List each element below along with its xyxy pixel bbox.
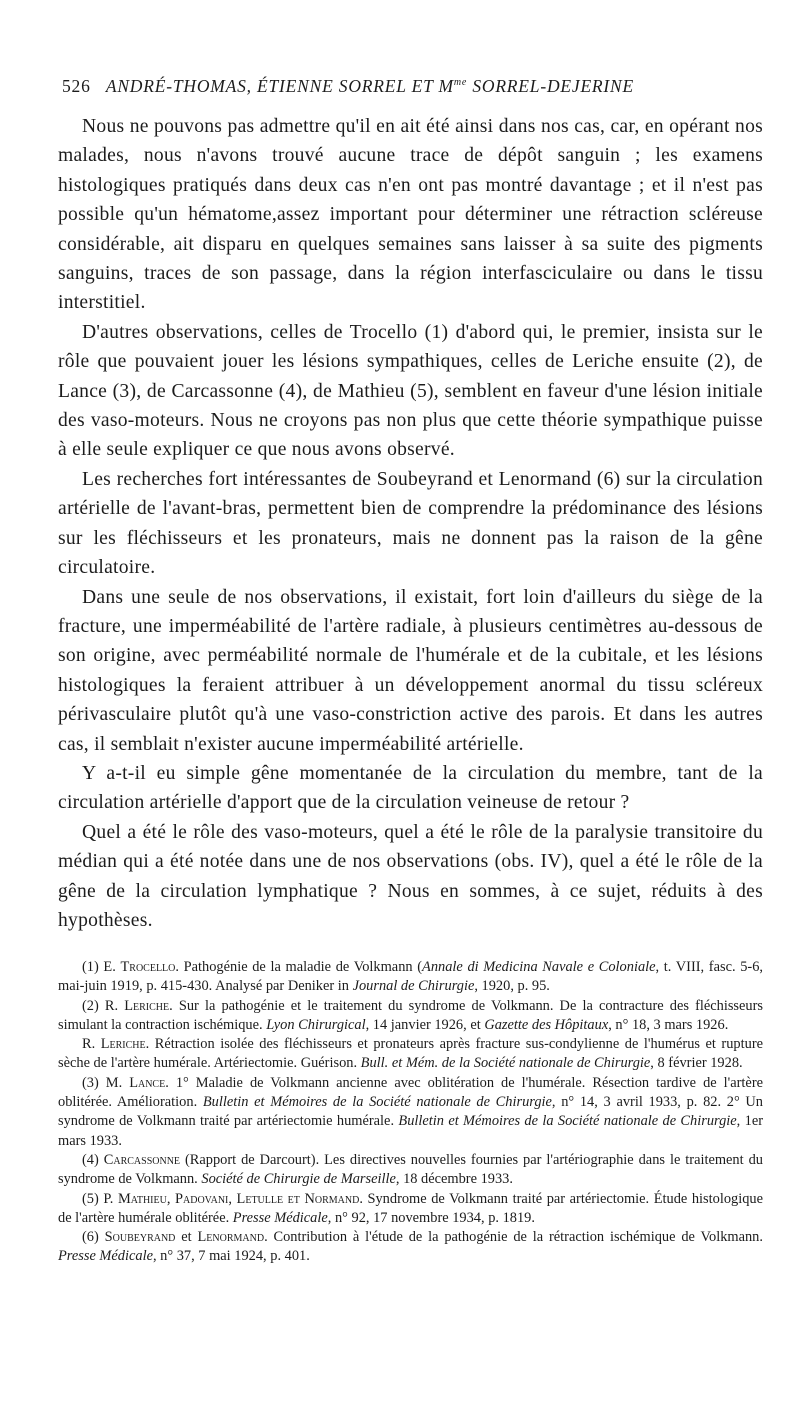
running-title: ANDRÉ-THOMAS, ÉTIENNE SORREL ET $M^{me}$ SORREL-DEJERINE [105,76,635,96]
footnote-3: (3) M. Lance. 1° Maladie de Volkmann ancienne avec oblitération de l'humérale. Résection tardive de l'artère oblitérée. Amélioration. Bulletin et Mémoires de la Société nationale de Chirurgie, n° 14, 3 avril 1933, p. 82. 2° Un syndrome de Volkmann traité par artériectomie humérale. Bulletin et Mémoires de la Société nationale de Chirurgie, 1er mars 1933. [58,1074,763,1149]
running-header [62,76,762,97]
footnotes [58,958,763,1267]
paragraph-5: Y a-t-il eu simple gêne momentanée de la circulation du membre, tant de la circulation artérielle d'apport que de la circulation veineuse de retour ? [58,762,763,814]
paragraph-2: D'autres observations, celles de Trocello (1) d'abord qui, le premier, insista sur le rôle que pouvaient jouer les lésions sympathiques, celles de Leriche ensuite (2), de Lance (3), de Carcassonne (4), de Mathieu (5), semblent en faveur d'une lésion initiale des vaso-moteurs. Nous ne croyons pas non plus que cette théorie sympathique puisse à elle seule expliquer ce que nous avons observé. [58,321,763,461]
footnote-2: (2) R. Leriche. Sur la pathogénie et le traitement du syndrome de Volkmann. De la contracture des fléchisseurs simulant la contraction ischémique. Lyon Chirurgical, 14 janvier 1926, et Gazette des Hôpitaux, n° 18, 3 mars 1926. [58,997,764,1033]
footnote-1: (1) E. Trocello. Pathogénie de la maladie de Volkmann (Annale di Medicina Navale e Coloniale, t. VIII, fasc. 5-6, mai-juin 1919, p. 415-430. Analysé par Deniker in Journal de Chirurgie, 1920, p. 95. [58,959,763,995]
body-text [58,112,763,935]
page-number: 526 [62,76,91,96]
footnote-4: (4) Carcassonne (Rapport de Darcourt). Les directives nouvelles fournies par l'artériographie dans le traitement du syndrome de Volkmann. Société de Chirurgie de Marseille, 18 décembre 1933. [58,1151,763,1188]
paragraph-6: Quel a été le rôle des vaso-moteurs, quel a été le rôle de la paralysie transitoire du médian qui a été notée dans une de nos observations (obs. IV), quel a été le rôle de la gêne de la circulation lymphatique ? Nous en sommes, à ce sujet, réduits à des hypothèses. [58,821,763,931]
footnote-5: (5) P. Mathieu, Padovani, Letulle et Normand. Syndrome de Volkmann traité par artériectomie. Étude histologique de l'artère humérale oblitérée. Presse Médicale, n° 92, 17 novembre 1934, p. 1819. [58,1190,763,1226]
paragraph-4: Dans une seule de nos observations, il existait, fort loin d'ailleurs du siège de la fracture, une imperméabilité de l'artère radiale, à plusieurs centimètres au-dessous de son origine, avec perméabilité normale de l'humérale et de la cubitale, et les lésions histologiques la feraient attribuer à un développement anormal du tissu scléreux périvasculaire plutôt qu'à une vaso-constriction active des parois. Et dans les autres cas, il semblait n'exister aucune imperméabilité artérielle. [58,586,763,755]
footnote-2b: R. Leriche. Rétraction isolée des fléchisseurs et pronateurs après fracture sus-condylienne de l'humérus et rupture sèche de l'artère humérale. Artériectomie. Guérison. Bull. et Mém. de la Société nationale de Chirurgie, 8 février 1928. [58,1036,763,1072]
paragraph-1: Nous ne pouvons pas admettre qu'il en ait été ainsi dans nos cas, car, en opérant nos malades, nous n'avons trouvé aucune trace de dépôt sanguin ; les examens histologiques pratiqués dans deux cas n'en ont pas montré davantage ; et il n'est pas possible qu'un hématome,assez important pour déterminer une rétraction scléreuse considérable, ait disparu en quelques semaines sans laisser à sa suite des pigments sanguins, traces de son passage, dans la région interfasciculaire ou dans le tissu interstitiel. [58,116,763,314]
footnote-6: (6) Soubeyrand et Lenormand. Contribution à l'étude de la pathogénie de la rétraction ischémique de Volkmann. Presse Médicale, n° 37, 7 mai 1924, p. 401. [58,1229,763,1265]
paragraph-3: Les recherches fort intéressantes de Soubeyrand et Lenormand (6) sur la circulation artérielle de l'avant-bras, permettent bien de comprendre la prédominance des lésions sur les fléchisseurs et les pronateurs, mais ne donnent pas la raison de la gêne circulatoire. [58,468,763,579]
